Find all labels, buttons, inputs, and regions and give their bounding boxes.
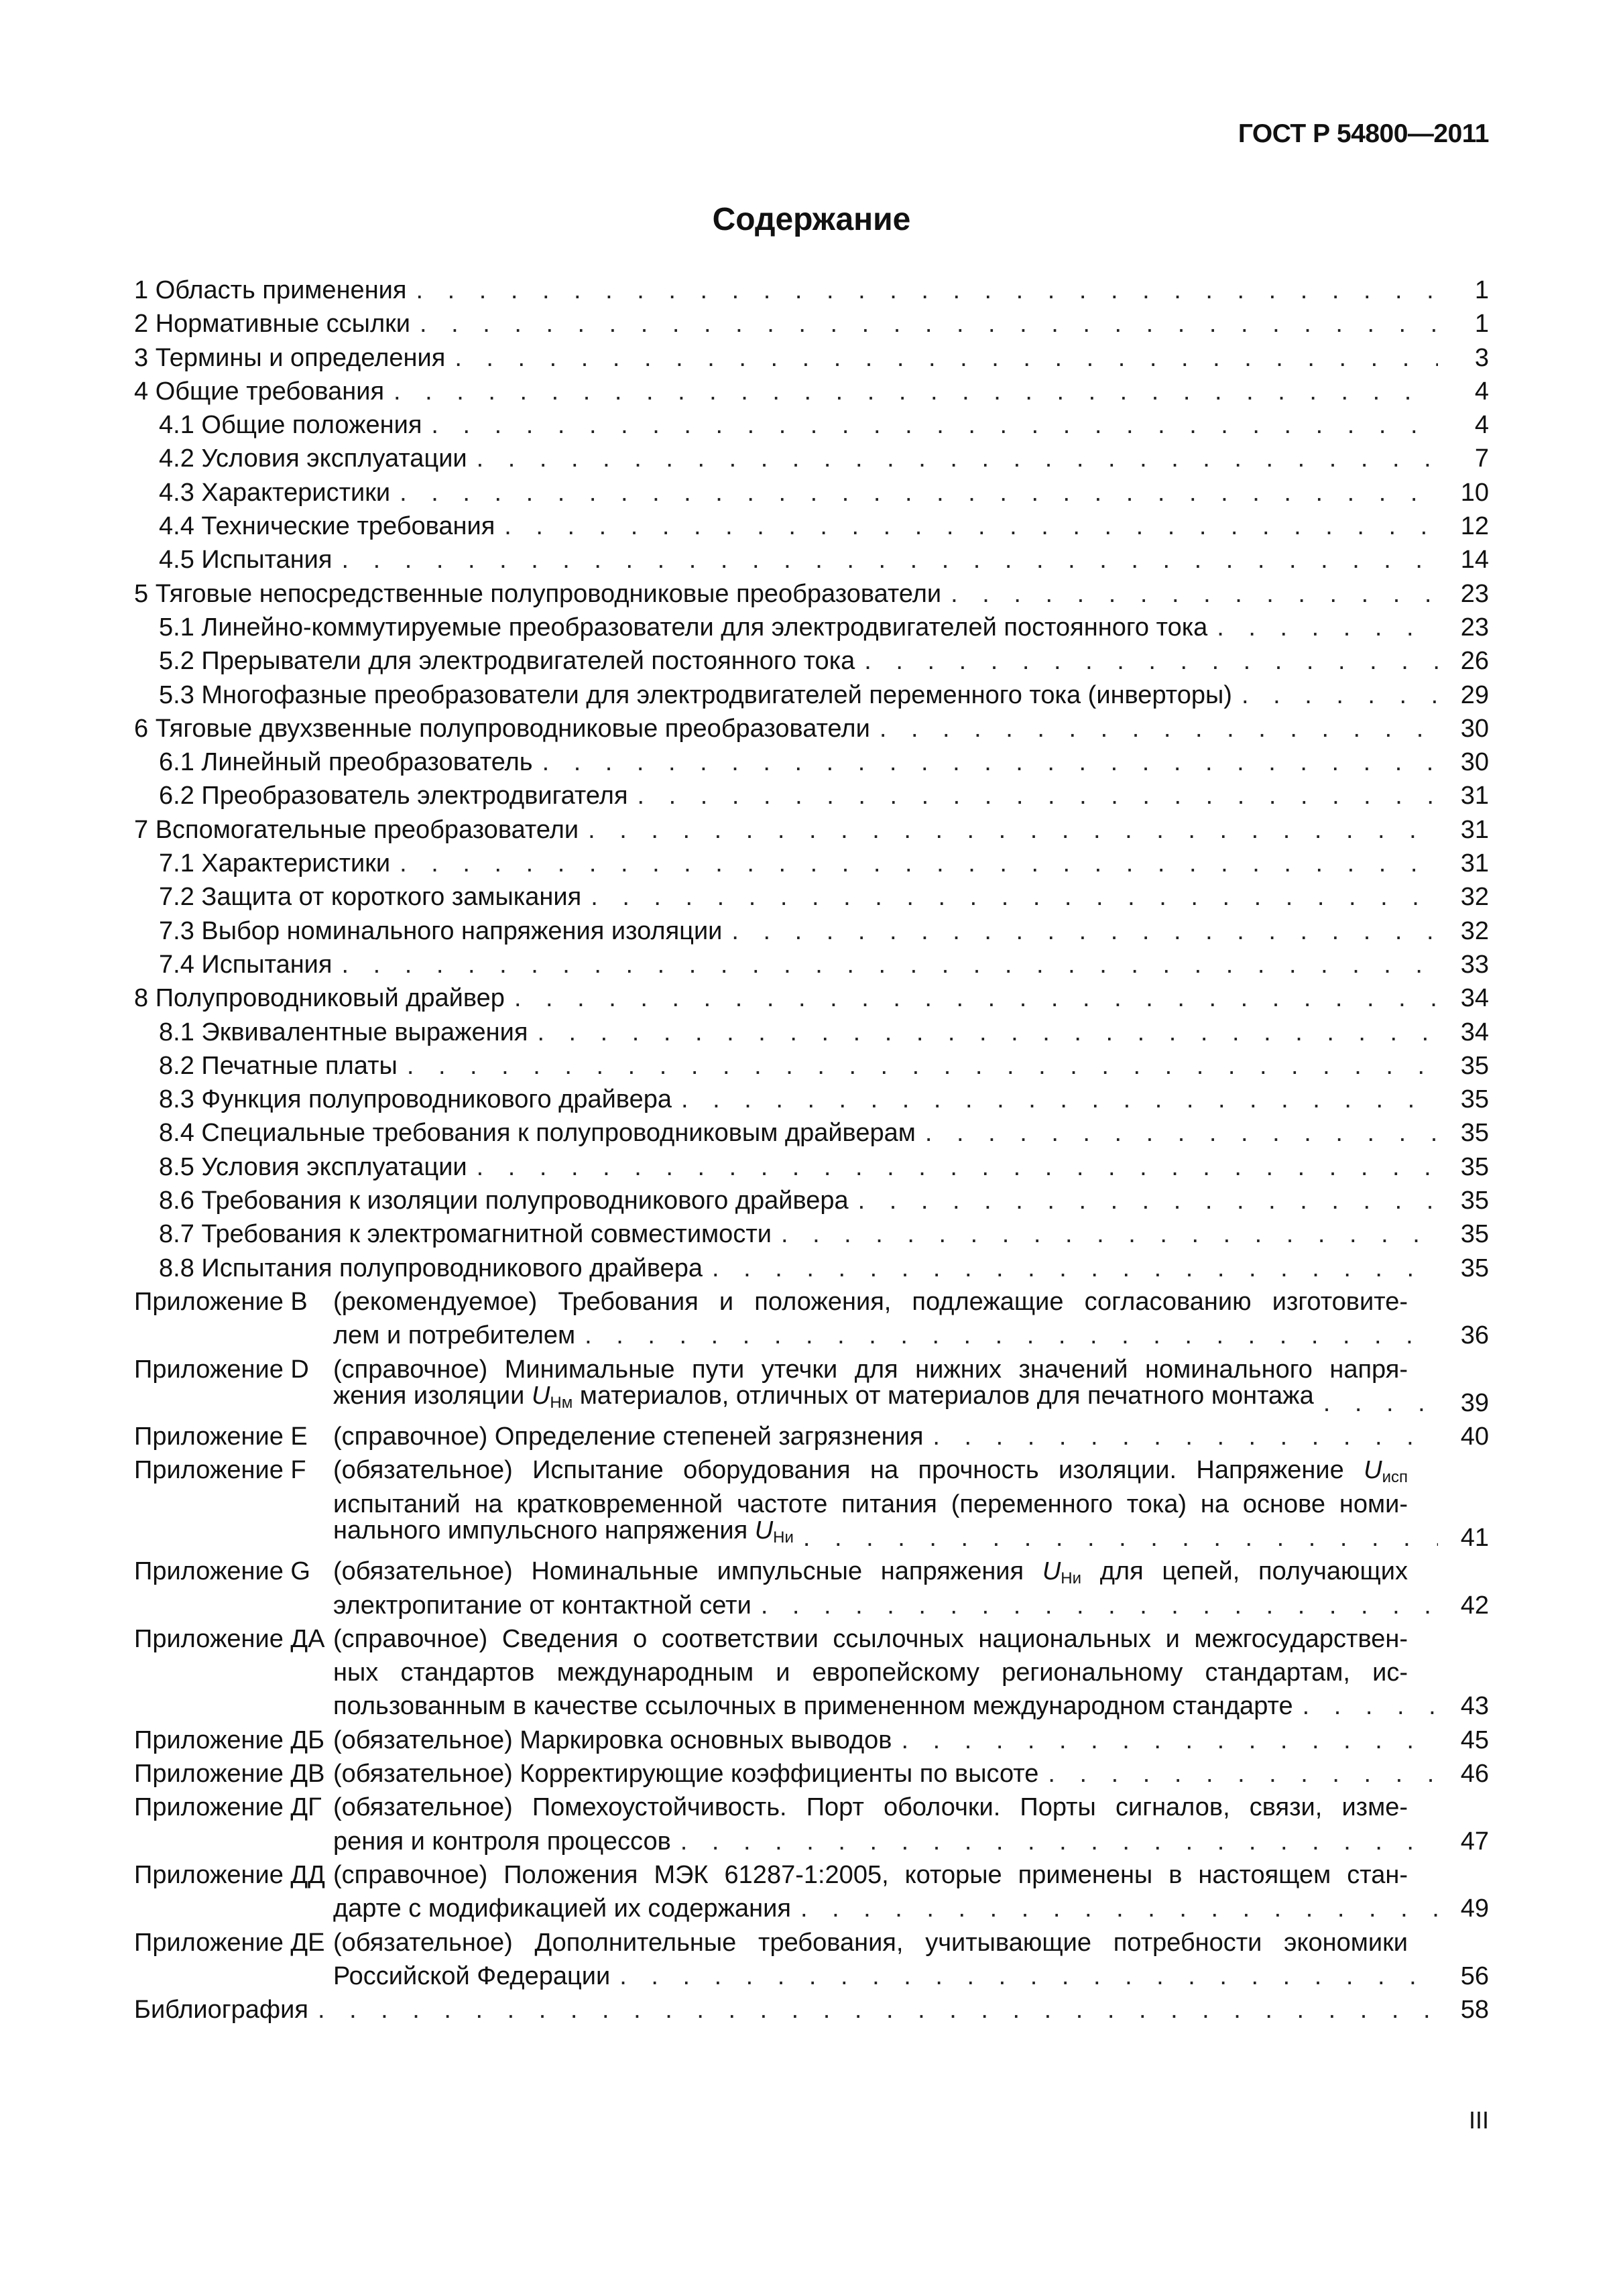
toc-entry-text: 8.6 Требования к изоляции полупроводникового драйвера xyxy=(159,1187,849,1215)
appendix-text: (справочное) Минимальные пути утечки для нижних значений номинального напря- xyxy=(333,1355,1408,1384)
page-ref: 31 xyxy=(1460,815,1489,844)
leader-dots xyxy=(638,779,1438,812)
toc-appendix-d[interactable] xyxy=(134,1353,1489,1421)
leader-dots xyxy=(542,745,1438,779)
leader-dots xyxy=(800,1892,1438,1925)
toc-bibliography[interactable] xyxy=(134,1993,1489,2027)
toc-subsection-entry[interactable] xyxy=(134,779,1489,812)
page-ref: 32 xyxy=(1460,883,1489,912)
appendix-text: (обязательное) Номинальные импульсные напряжения UНи для цепей, получающих xyxy=(333,1557,1408,1588)
appendix-label: Приложение F xyxy=(134,1456,306,1485)
page-ref: 35 xyxy=(1460,1051,1489,1080)
toc-section-entry[interactable] xyxy=(134,274,1489,307)
leader-dots xyxy=(477,442,1438,475)
leader-dots xyxy=(781,1217,1438,1251)
toc-subsection-entry[interactable] xyxy=(134,1049,1489,1083)
page-ref: 35 xyxy=(1460,1085,1489,1114)
toc-entry-text: 2 Нормативные ссылки xyxy=(134,310,410,339)
page-ref: 23 xyxy=(1460,613,1489,642)
toc-entry-text: 6.1 Линейный преобразователь xyxy=(159,748,533,777)
toc-section-entry[interactable] xyxy=(134,813,1489,847)
toc-appendix-e[interactable] xyxy=(134,1420,1489,1453)
toc-appendix-da[interactable] xyxy=(134,1622,1489,1724)
appendix-text: рения и контроля процессов xyxy=(333,1827,671,1856)
leader-dots xyxy=(394,375,1438,408)
toc-section-entry[interactable] xyxy=(134,712,1489,745)
leader-dots xyxy=(761,1589,1438,1622)
leader-dots xyxy=(591,880,1438,914)
leader-dots xyxy=(504,509,1438,543)
leader-dots xyxy=(1303,1689,1438,1723)
toc-entry-text: 7.3 Выбор номинального напряжения изоляции xyxy=(159,916,723,945)
appendix-label: Приложение B xyxy=(134,1287,308,1316)
toc-subsection-entry[interactable] xyxy=(134,1150,1489,1184)
page-ref: 23 xyxy=(1460,579,1489,608)
page-ref: 14 xyxy=(1460,546,1489,575)
appendix-text: ных стандартов международным и европейскому региональному стандартам, ис- xyxy=(333,1658,1408,1687)
toc-subsection-entry[interactable] xyxy=(134,847,1489,880)
page-ref: 26 xyxy=(1460,647,1489,676)
leader-dots xyxy=(1323,1386,1438,1420)
page-ref: 12 xyxy=(1460,512,1489,541)
page-ref: 43 xyxy=(1460,1692,1489,1721)
leader-dots xyxy=(681,1083,1438,1116)
toc-section-entry[interactable] xyxy=(134,375,1489,408)
leader-dots xyxy=(880,712,1438,745)
leader-dots xyxy=(588,813,1438,847)
toc-subsection-entry[interactable] xyxy=(134,1184,1489,1217)
toc-subsection-entry[interactable] xyxy=(134,678,1489,712)
page-ref: 35 xyxy=(1460,1220,1489,1249)
page-number: III xyxy=(1468,2106,1489,2134)
toc-subsection-entry[interactable] xyxy=(134,948,1489,981)
page-ref: 4 xyxy=(1474,377,1489,406)
toc-appendix-f[interactable] xyxy=(134,1453,1489,1555)
toc-entry-text: 7.2 Защита от короткого замыкания xyxy=(159,883,582,912)
leader-dots xyxy=(407,1049,1438,1083)
leader-dots xyxy=(537,1016,1438,1049)
page-ref: 30 xyxy=(1460,748,1489,777)
appendix-label: Приложение D xyxy=(134,1355,309,1384)
toc-entry-text: 4.5 Испытания xyxy=(159,546,333,575)
page-ref: 47 xyxy=(1460,1827,1489,1856)
standard-designation: ГОСТ Р 54800—2011 xyxy=(1238,119,1489,148)
page-ref: 58 xyxy=(1460,1996,1489,2025)
toc-section-entry[interactable] xyxy=(134,981,1489,1015)
page-ref: 10 xyxy=(1460,478,1489,507)
page-ref: 56 xyxy=(1460,1961,1489,1990)
toc-appendix-dv[interactable] xyxy=(134,1757,1489,1791)
toc-entry-text: 8.4 Специальные требования к полупроводниковым драйверам xyxy=(159,1119,916,1148)
page-ref: 1 xyxy=(1474,276,1489,304)
leader-dots xyxy=(731,914,1438,948)
page-ref: 35 xyxy=(1460,1152,1489,1181)
toc-entry-text: 8 Полупроводниковый драйвер xyxy=(134,984,505,1013)
toc-entry-text: 8.5 Условия эксплуатации xyxy=(159,1152,467,1181)
leader-dots xyxy=(858,1184,1438,1217)
page-ref: 4 xyxy=(1474,411,1489,440)
appendix-text: (справочное) Определение степеней загрязнения xyxy=(333,1423,924,1451)
toc-entry-text: 4.3 Характеристики xyxy=(159,478,391,507)
toc-appendix-dd[interactable] xyxy=(134,1858,1489,1926)
toc-subsection-entry[interactable] xyxy=(134,543,1489,577)
toc-entry-text: 4.1 Общие положения xyxy=(159,411,422,440)
appendix-text: (обязательное) Испытание оборудования на прочность изоляции. Напряжение Uисп xyxy=(333,1456,1408,1487)
page-ref: 7 xyxy=(1474,444,1489,473)
leader-dots xyxy=(803,1521,1438,1555)
toc-entry-text: 1 Область применения xyxy=(134,276,407,304)
appendix-text: (обязательное) Дополнительные требования, учитывающие потребности экономики xyxy=(333,1928,1408,1957)
leader-dots xyxy=(455,341,1438,375)
toc-section-entry[interactable] xyxy=(134,307,1489,341)
appendix-label: Приложение ДБ xyxy=(134,1726,325,1754)
leader-dots xyxy=(901,1724,1438,1757)
leader-dots xyxy=(416,274,1438,307)
toc-sections xyxy=(134,274,1489,1285)
page-ref: 33 xyxy=(1460,950,1489,979)
appendix-text: дарте с модификацией их содержания xyxy=(333,1894,791,1923)
leader-dots xyxy=(1048,1757,1438,1791)
leader-dots xyxy=(925,1116,1438,1150)
leader-dots xyxy=(431,408,1438,442)
page-ref: 31 xyxy=(1460,782,1489,810)
toc-entry-text: 4.2 Условия эксплуатации xyxy=(159,444,467,473)
appendix-text: (рекомендуемое) Требования и положения, подлежащие согласованию изготовите- xyxy=(333,1287,1408,1316)
appendix-label: Приложение ДГ xyxy=(134,1793,322,1822)
appendix-label: Приложение E xyxy=(134,1423,308,1451)
page-ref: 32 xyxy=(1460,916,1489,945)
appendix-text: электропитание от контактной сети xyxy=(333,1591,752,1620)
toc-subsection-entry[interactable] xyxy=(134,644,1489,678)
leader-dots xyxy=(400,476,1438,509)
table-of-contents xyxy=(134,274,1489,2027)
toc-subsection-entry[interactable] xyxy=(134,509,1489,543)
page-ref: 49 xyxy=(1460,1894,1489,1923)
leader-dots xyxy=(864,644,1438,678)
leader-dots xyxy=(619,1959,1438,1993)
toc-subsection-entry[interactable] xyxy=(134,442,1489,475)
leader-dots xyxy=(342,948,1439,981)
leader-dots xyxy=(420,307,1438,341)
page-ref: 35 xyxy=(1460,1187,1489,1215)
page-title: Содержание xyxy=(712,202,911,237)
toc-entry-text: 6 Тяговые двухзвенные полупроводниковые преобразователи xyxy=(134,714,870,743)
leader-dots xyxy=(933,1420,1438,1453)
leader-dots xyxy=(712,1252,1438,1285)
leader-dots xyxy=(342,543,1439,577)
page-ref: 36 xyxy=(1460,1321,1489,1350)
toc-entry-text: 7.1 Характеристики xyxy=(159,849,391,878)
page-ref: 34 xyxy=(1460,1018,1489,1046)
toc-subsection-entry[interactable] xyxy=(134,1016,1489,1049)
leader-dots xyxy=(477,1150,1438,1184)
toc-appendix-de[interactable] xyxy=(134,1926,1489,1994)
page-ref: 35 xyxy=(1460,1254,1489,1282)
page-ref: 34 xyxy=(1460,984,1489,1013)
toc-entry-text: 5.1 Линейно-коммутируемые преобразователи для электродвигателей постоянного тока xyxy=(159,613,1208,642)
page-ref: 41 xyxy=(1460,1523,1489,1552)
toc-section-entry[interactable] xyxy=(134,577,1489,611)
toc-subsection-entry[interactable] xyxy=(134,1252,1489,1285)
toc-subsection-entry[interactable] xyxy=(134,745,1489,779)
toc-entry-text: 3 Термины и определения xyxy=(134,343,446,372)
toc-subsection-entry[interactable] xyxy=(134,1116,1489,1150)
leader-dots xyxy=(1217,611,1438,644)
page-ref: 40 xyxy=(1460,1423,1489,1451)
appendix-text: пользованным в качестве ссылочных в примененном международном стандарте xyxy=(333,1692,1293,1721)
toc-subsection-entry[interactable] xyxy=(134,611,1489,644)
toc-entry-text: Библиография xyxy=(134,1996,308,2025)
appendix-label: Приложение G xyxy=(134,1557,310,1586)
toc-entry-text: 7.4 Испытания xyxy=(159,950,333,979)
toc-subsection-entry[interactable] xyxy=(134,476,1489,509)
toc-subsection-entry[interactable] xyxy=(134,1083,1489,1116)
toc-appendix-b[interactable] xyxy=(134,1285,1489,1353)
appendix-text: нального импульсного напряжения UНи xyxy=(333,1516,794,1547)
leader-dots xyxy=(585,1319,1438,1352)
page-ref: 29 xyxy=(1460,680,1489,709)
appendix-text: (обязательное) Помехоустойчивость. Порт оболочки. Порты сигналов, связи, изме- xyxy=(333,1793,1408,1822)
page-ref: 46 xyxy=(1460,1760,1489,1789)
toc-subsection-entry[interactable] xyxy=(134,914,1489,948)
page-ref: 35 xyxy=(1460,1119,1489,1148)
page-ref: 3 xyxy=(1474,343,1489,372)
toc-appendix-db[interactable] xyxy=(134,1724,1489,1757)
appendix-text: испытаний на кратковременной частоте питания (переменного тока) на основе номи- xyxy=(333,1490,1408,1518)
appendix-text: жения изоляции UНм материалов, отличных от материалов для печатного монтажа xyxy=(333,1381,1314,1412)
toc-entry-text: 8.3 Функция полупроводникового драйвера xyxy=(159,1085,672,1114)
appendix-label: Приложение ДД xyxy=(134,1860,325,1889)
toc-entry-text: 4.4 Технические требования xyxy=(159,512,495,541)
toc-entry-text: 5 Тяговые непосредственные полупроводниковые преобразователи xyxy=(134,579,942,608)
page-ref: 31 xyxy=(1460,849,1489,878)
toc-entry-text: 8.7 Требования к электромагнитной совместимости xyxy=(159,1220,772,1249)
leader-dots xyxy=(400,847,1438,880)
toc-entry-text: 5.3 Многофазные преобразователи для электродвигателей переменного тока (инверторы) xyxy=(159,680,1232,709)
toc-entry-text: 8.1 Эквивалентные выражения xyxy=(159,1018,528,1046)
toc-entry-text: 4 Общие требования xyxy=(134,377,385,406)
appendix-label: Приложение ДЕ xyxy=(134,1928,325,1957)
appendix-text: (обязательное) Маркировка основных выводов xyxy=(333,1726,892,1754)
appendix-text: лем и потребителем xyxy=(333,1321,576,1350)
toc-entry-text: 8.2 Печатные платы xyxy=(159,1051,398,1080)
leader-dots xyxy=(680,1825,1438,1858)
appendix-text: (обязательное) Корректирующие коэффициенты по высоте xyxy=(333,1760,1039,1789)
toc-entry-text: 7 Вспомогательные преобразователи xyxy=(134,815,579,844)
leader-dots xyxy=(318,1993,1438,2027)
appendix-label: Приложение ДА xyxy=(134,1624,325,1653)
page-ref: 1 xyxy=(1474,310,1489,339)
toc-subsection-entry[interactable] xyxy=(134,408,1489,442)
toc-entry-text: 6.2 Преобразователь электродвигателя xyxy=(159,782,628,810)
leader-dots xyxy=(514,981,1438,1015)
leader-dots xyxy=(1242,678,1438,712)
toc-subsection-entry[interactable] xyxy=(134,1217,1489,1251)
toc-entry-text: 5.2 Прерыватели для электродвигателей постоянного тока xyxy=(159,647,855,676)
toc-entry-text: 8.8 Испытания полупроводникового драйвера xyxy=(159,1254,703,1282)
leader-dots xyxy=(951,577,1438,611)
page-ref: 45 xyxy=(1460,1726,1489,1754)
page-ref: 39 xyxy=(1460,1388,1489,1417)
toc-subsection-entry[interactable] xyxy=(134,880,1489,914)
page-ref: 30 xyxy=(1460,714,1489,743)
appendix-text: Российской Федерации xyxy=(333,1961,611,1990)
toc-appendix-g[interactable] xyxy=(134,1555,1489,1622)
toc-appendix-dg[interactable] xyxy=(134,1791,1489,1858)
toc-section-entry[interactable] xyxy=(134,341,1489,375)
appendix-label: Приложение ДВ xyxy=(134,1760,325,1789)
appendix-text: (справочное) Положения МЭК 61287-1:2005, которые применены в настоящем стан- xyxy=(333,1860,1408,1889)
page-ref: 42 xyxy=(1460,1591,1489,1620)
appendix-text: (справочное) Сведения о соответствии ссылочных национальных и межгосударствен- xyxy=(333,1624,1408,1653)
